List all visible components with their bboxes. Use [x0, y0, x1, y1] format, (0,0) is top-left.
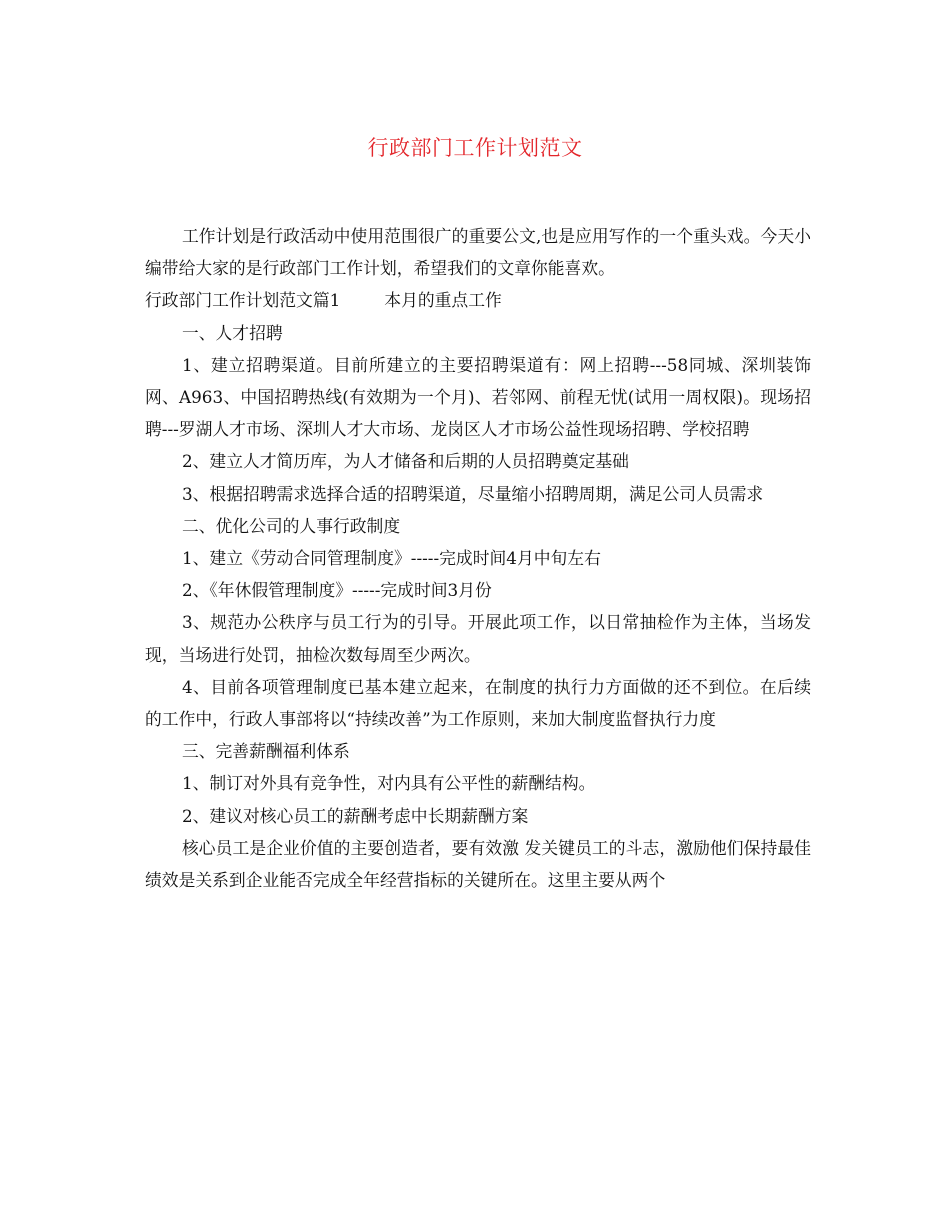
paragraph-core-employees: 核心员工是企业价值的主要创造者，要有效激 发关键员工的斗志，激励他们保持最佳绩效是关系到企业能否完成全年经营指标的关键所在。这里主要从两个 — [145, 837, 811, 891]
paragraph-recruit-channels: 1、建立招聘渠道。目前所建立的主要招聘渠道有：网上招聘---58同城、深圳装饰网、A963、中国招聘热线(有效期为一个月)、若邻网、前程无忧(试用一周权限)。现场招聘---罗湖人才市场、深圳人才大市场、龙岗区人才市场公益性现场招聘、学校招聘 — [145, 354, 811, 440]
paragraph-heading-talent: 一、人才招聘 — [181, 322, 283, 343]
document-title: 行政部门工作计划范文 — [367, 136, 583, 160]
paragraph-heading-policy: 二、优化公司的人事行政制度 — [181, 515, 401, 536]
paragraph-office-order: 3、规范办公秩序与员工行为的引导。开展此项工作，以日常抽检作为主体，当场发现，当场进行处罚，抽检次数每周至少两次。 — [145, 612, 811, 665]
paragraph-select-channels: 3、根据招聘需求选择合适的招聘渠道，尽量缩小招聘周期，满足公司人员需求 — [181, 483, 764, 504]
paragraph-section-heading — [145, 284, 811, 316]
paragraph-core-salary: 2、建议对核心员工的薪酬考虑中长期薪酬方案 — [181, 805, 529, 826]
paragraph-resume-library: 2、建立人才简历库，为人才储备和后期的人员招聘奠定基础 — [181, 451, 629, 472]
section-heading-title: 行政部门工作计划范文篇1 — [145, 290, 341, 311]
section-heading-subtitle: 本月的重点工作 — [384, 290, 502, 311]
paragraph-policy-execution: 4、目前各项管理制度已基本建立起来，在制度的执行力方面做的还不到位。在后续的工作中，行政人事部将以“持续改善”为工作原则，来加大制度监督执行力度 — [145, 676, 811, 730]
paragraph-salary-structure: 1、制订对外具有竞争性，对内具有公平性的薪酬结构。 — [181, 773, 596, 794]
document-body — [145, 220, 811, 896]
paragraph-annual-leave: 2、《年休假管理制度》-----完成时间3月份 — [181, 580, 492, 601]
paragraph-heading-compensation: 三、完善薪酬福利体系 — [181, 741, 350, 762]
paragraph-intro: 工作计划是行政活动中使用范围很广的重要公文,也是应用写作的一个重头戏。今天小编带给大家的是行政部门工作计划，希望我们的文章你能喜欢。 — [145, 226, 811, 279]
paragraph-labor-contract: 1、建立《劳动合同管理制度》-----完成时间4月中旬左右 — [181, 548, 601, 569]
